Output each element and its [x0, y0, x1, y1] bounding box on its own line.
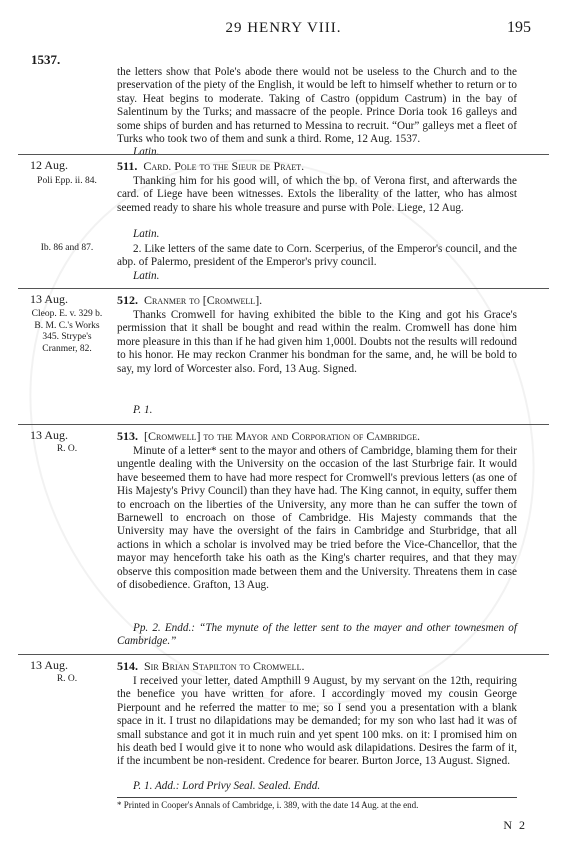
intro-latin: Latin.: [133, 146, 160, 159]
entry-heading: [117, 659, 517, 674]
entry-body: I received your letter, dated Ampthill 9 August, by my servant on the 12th, requiring the benefice you have written for afore. I accordingly moved my cousin George Pierpount and he referred the matter to me; so I send you a presentation with a blank space in it. I trust no dilapidations may be demanded; for my son who last had it was of small substance and got it in much ruin and yet spent 100 mks. on it: I promised him on his death bed I would give it to none who would ask dilapidations. Desires the farm of it, if the incumbent be non-resident. Credence for bearer. Burton Jorce, 13 August. Signed.: [117, 675, 517, 768]
entry-date: 13 Aug.: [30, 292, 69, 306]
page-number: 195: [507, 19, 531, 36]
entry-body: Thanks Cromwell for having exhibited the bible to the King and got his Grace's permission that it shall be bought and read within the realm. Cromwell has done him more pleasure in this than if he had given him 1,000l. Doubts not the results will redound to his honor. He may reckon Cranmer his bondman for the same, and, he will be bold to say, my lord of Worcester also. Ford, 13 Aug. Signed.: [117, 309, 517, 375]
margin-ref: Poli Epp. ii. 84.: [37, 176, 97, 186]
entry-date: 13 Aug.: [30, 658, 69, 672]
entry-number: 513.: [117, 429, 138, 443]
running-header: 29 HENRY VIII.: [225, 20, 342, 36]
entry-title: Sir Brian Stapilton to Cromwell.: [144, 659, 305, 673]
entry-body: Minute of a letter* sent to the mayor and others of Cambridge, blaming them for their ungentle dealing with the University on the occasion of the last Sturbrige fair. It would have beseemed them to have had more respect for Cromwell's previous letters (as one of His Majesty's Privy Council) than they have had. The King cannot, in equity, suffer them to encroach on the liberties of the University, any more than he can suffer the town of Barnewell to encroach on those of Cambridge. His Majesty commands that the University may have the oversight of the fairs in Cambridge and Sturbridge, that all actions in which a scholar is involved may be tried before the Vice-Chancellor, that the mayor may henceforth take his oath as the King's charter requires, and that they may observe this composition made between them and the University. Threatens them in case of disobedience. Grafton, 13 Aug.: [117, 445, 518, 592]
entry-divider: [18, 654, 549, 655]
entry-note: Pp. 2. Endd.: “The mynute of the letter sent to the mayer and other townesmen of Cambridge.”: [117, 622, 517, 648]
margin-ref: R. O.: [56, 444, 78, 454]
entry-divider: [18, 424, 549, 425]
entry-heading: [117, 429, 517, 444]
entry-subbody: 2. Like letters of the same date to Corn. Scerperius, of the Emperor's council, and the abp. of Palermo, president of the Emperor's privy council.: [117, 243, 517, 269]
footnote: * Printed in Cooper's Annals of Cambridge, i. 389, with the date 14 Aug. at the end.: [117, 800, 419, 810]
entry-divider: [18, 154, 549, 155]
signature-mark: N 2: [503, 818, 527, 832]
entry-note: P. 1. Add.: Lord Privy Seal. Sealed. Endd.: [133, 780, 321, 792]
entry-date: 12 Aug.: [30, 158, 69, 172]
intro-text: the letters show that Pole's abode there would not be useless to the Church and to the preservation of the piety of the English, it would be left to himself whether to return or to stay. Heat begins to moderate. Taking of Castro (oppidum Castrum) in the bay of Salentinum by the Turks; and massacre of the people. Prince Doria took 16 galleys and some ships of burden and has returned to Messina to recruit. “Our” galleys met a fleet of Turks who took two of them and sunk a third. Rome, 12 Aug. 1537. Latin.: [117, 66, 517, 159]
margin-ref: Cleop. E. v. 329 b. B. M. C.'s Works 345. Strype's Cranmer, 82.: [31, 309, 103, 354]
entry-heading: [117, 293, 517, 308]
entry-number: 512.: [117, 293, 138, 307]
entry-number: 514.: [117, 659, 138, 673]
entry-subnote: Latin.: [133, 270, 160, 282]
entry-heading: [117, 159, 517, 174]
entry-note: P. 1.: [133, 404, 153, 416]
entry-divider: [18, 288, 549, 289]
margin-ref: R. O.: [56, 674, 78, 684]
footnote-rule: [117, 797, 517, 798]
entry-title: Cranmer to [Cromwell].: [144, 293, 263, 307]
entry-title: [Cromwell] to the Mayor and Corporation of Cambridge.: [144, 429, 421, 443]
entry-title: Card. Pole to the Sieur de Praet.: [143, 159, 305, 173]
year-label: 1537.: [31, 52, 61, 67]
entry-date: 13 Aug.: [30, 428, 69, 442]
entry-note: Latin.: [133, 228, 160, 240]
entry-number: 511.: [117, 159, 138, 173]
margin-ref: Ib. 86 and 87.: [40, 243, 94, 253]
entry-body: Thanking him for his good will, of which the bp. of Verona first, and afterwards the card. of Liege have been witnesses. Extols the liberality of the latter, who has almost seemed ready to share his whole treasure and purse with Pole. Liege, 12 Aug.: [117, 175, 517, 214]
